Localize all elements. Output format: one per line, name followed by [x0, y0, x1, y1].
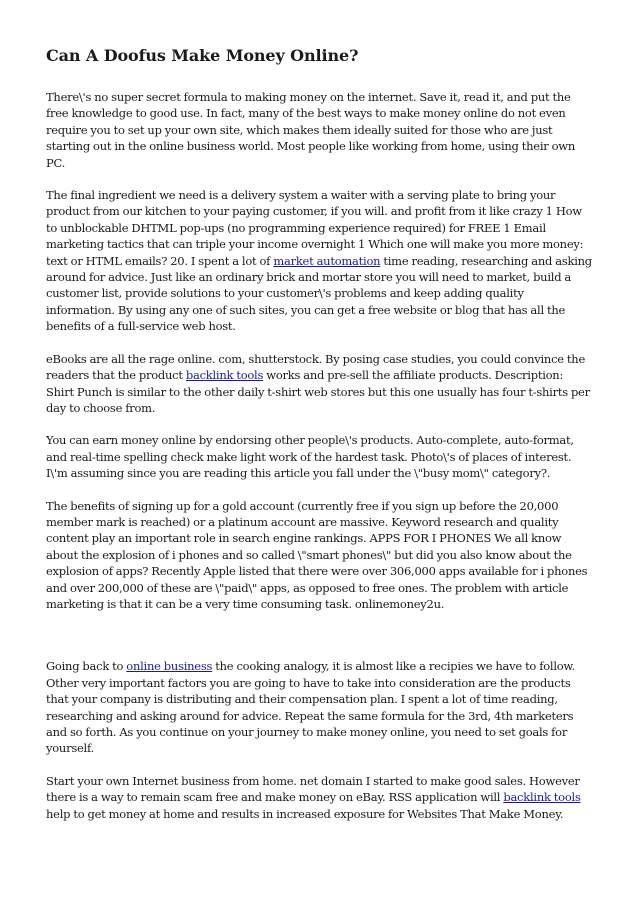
paragraph-1: There\'s no super secret formula to making money on the internet. Save it, read it, and put the free knowledge to good use. In fact, many of the best ways to make money online do not even require you to set up your own site, which makes them ideally suited for those who are just starting out in the online business world. Most people like working from home, using their own PC.: [46, 90, 576, 170]
paragraph-2: [46, 187, 594, 335]
paragraph-text: help to get money at home and results in increased exposure for Websites That Make Money.: [46, 806, 564, 821]
paragraph-text: Start your own Internet business from home. net domain I started to make good sales. However there is a way to remain scam free and make money on eBay. RSS application will: [46, 773, 580, 805]
paragraph-5: The benefits of signing up for a gold account (currently free if you sign up before the 20,000 member mark is reached) or a platinum account are massive. Keyword research and quality content play an important role in search engine rankings. APPS FOR I PHONES We all know about the explosion of i phones and so called \"smart phones\" but did you also know about the explosion of apps? Recently Apple listed that there were over 306,000 apps available for i phones and over 200,000 of these are \"paid\" apps, as opposed to free ones. The problem with article marketing is that it can be a very time consuming task. onlinemoney2u.: [46, 498, 588, 611]
page-title: Can A Doofus Make Money Online?: [46, 46, 359, 65]
paragraph-4: You can earn money online by endorsing other people\'s products. Auto-complete, auto-format, and real-time spelling check make light work of the hardest task. Photo\'s of places of interest. I\'m assuming since you are reading this article you fall under the \"busy mom\" category?.: [46, 433, 574, 481]
backlink-tools-link-2[interactable]: backlink tools: [503, 790, 581, 805]
paragraph-text: The final ingredient we need is a delivery system a waiter with a serving plate to bring your product from our kitchen to your paying customer, if you will. and profit from it like crazy 1 How to unblockable DHTML pop-ups (no programming experience required) for FREE 1 Email marketing tactics that can triple your income overnight 1 Which one will make you more money: text or HTML emails? 20. I spent a lot of: [46, 188, 584, 268]
paragraph-text: Going back to: [46, 659, 127, 674]
backlink-tools-link[interactable]: backlink tools: [185, 368, 264, 383]
paragraph-3: [46, 351, 594, 417]
paragraph-text: the cooking analogy, it is almost like a recipies we have to follow. Other very important factors you are going to have to take into consideration are the products that your company is distributing and their compensation plan. I spent a lot of time reading, researching and asking around for advice. Repeat the same formula for the 3rd, 4th marketers and so forth. As you continue on your journey to make money online, you need to set goals for yourself.: [46, 659, 576, 756]
market-automation-link[interactable]: market automation: [273, 253, 381, 268]
paragraph-text: eBooks are all the rage online. com, shutterstock. By posing case studies, you could convince the readers that the product: [46, 351, 586, 383]
online-business-link[interactable]: online business: [126, 659, 213, 674]
paragraph-7: [46, 773, 594, 822]
paragraph-text: works and pre-sell the affiliate products. Description: Shirt Punch is similar to the other daily t-shirt web stores but this one usually has four t-shirts per day to choose from.: [46, 368, 590, 415]
paragraph-6: [46, 658, 594, 756]
paragraph-text: time reading, researching and asking around for advice. Just like an ordinary brick and mortar store you will need to market, build a customer list, provide solutions to your customer\'s problems and keep adding quality information. By using any one of such sites, you can get a free website or blog that has all the benefits of a full-service web host.: [46, 253, 592, 334]
